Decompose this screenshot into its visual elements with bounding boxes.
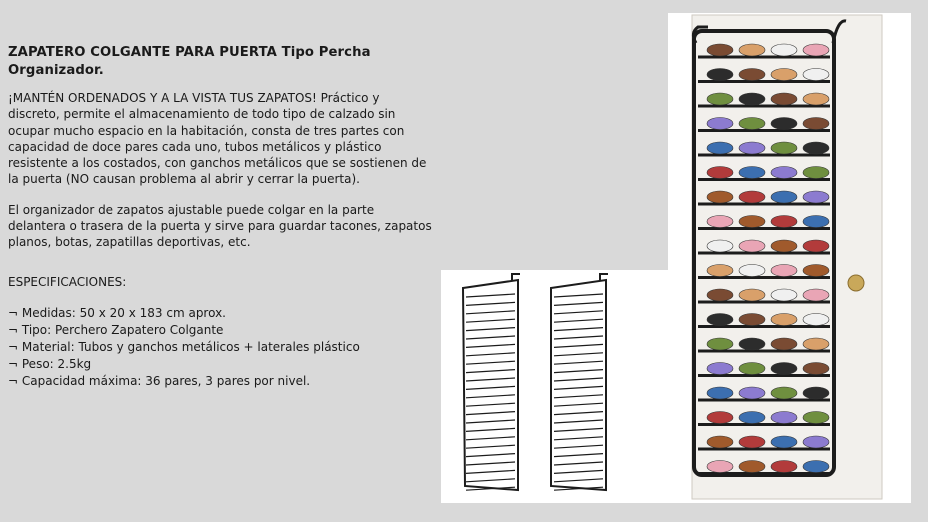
rack-bar (466, 344, 515, 347)
shoe (771, 44, 797, 56)
description-paragraph-1: ¡MANTÉN ORDENADOS Y A LA VISTA TUS ZAPATOS! Práctico y discreto, permite el almacenamiento de todo tipo de calzado sin ocupar mucho espacio en la habitación, consta de tres partes con capacidad de doce pares cada uno, tubos metálicos y plástico resistente a los costados, con ganchos metálicos que se sostienen de la puerta (NO causan problema al abrir y cerrar la puerta). (8, 91, 427, 187)
shoe (739, 118, 765, 130)
rack-bar (554, 437, 603, 440)
rack-bar (466, 462, 515, 465)
rack-bar (466, 395, 515, 398)
shoe (771, 118, 797, 130)
spec-dimensions: ¬ Medidas: 50 x 20 x 183 cm aprox. (8, 305, 433, 322)
rack-bar (466, 311, 515, 314)
rack-bar (466, 445, 515, 448)
rack-bar (554, 336, 603, 339)
rack-bar (554, 378, 603, 381)
shoe (803, 191, 829, 203)
rack-bar (466, 370, 515, 373)
shoe (803, 216, 829, 228)
rack-bar (554, 454, 603, 457)
shoe (707, 314, 733, 326)
rack-bar (466, 403, 515, 406)
shoe (803, 44, 829, 56)
rack-bar (554, 403, 603, 406)
rack-bar (554, 479, 603, 482)
shoe (707, 265, 733, 277)
rack-bar (466, 302, 515, 305)
rack-frame (551, 274, 608, 490)
shoe (739, 167, 765, 179)
shoe (803, 412, 829, 424)
rack-bar (554, 428, 603, 431)
rack-bar (466, 353, 515, 356)
shoe (707, 436, 733, 448)
spec-weight: ¬ Peso: 2.5kg (8, 356, 433, 373)
shoe (803, 118, 829, 130)
rack-bar (466, 470, 515, 473)
shoe (739, 142, 765, 154)
rack-bar (554, 302, 603, 305)
rack-bar (466, 336, 515, 339)
shoe (771, 69, 797, 81)
shoe (803, 363, 829, 375)
rack-bar (554, 353, 603, 356)
shoe (803, 387, 829, 399)
shoe (707, 142, 733, 154)
shoe (771, 314, 797, 326)
product-title: ZAPATERO COLGANTE PARA PUERTA Tipo Percha Organizador. (8, 45, 371, 78)
shoe (771, 436, 797, 448)
shoe (739, 240, 765, 252)
shoe (707, 338, 733, 350)
rack-bar (466, 420, 515, 423)
shoe (771, 461, 797, 473)
shoe (771, 167, 797, 179)
spec-capacity: ¬ Capacidad máxima: 36 pares, 3 pares por nivel. (8, 373, 433, 390)
rack-bar (466, 361, 515, 364)
shoe (771, 191, 797, 203)
shoe (771, 240, 797, 252)
rack-bar (554, 412, 603, 415)
shoe (739, 461, 765, 473)
shoe (771, 289, 797, 301)
shoe (707, 289, 733, 301)
rack-bar (466, 378, 515, 381)
rack-bar (554, 445, 603, 448)
rack-bar (466, 319, 515, 322)
shoe (707, 44, 733, 56)
shoe (803, 142, 829, 154)
shoe (771, 363, 797, 375)
rack-bar (554, 311, 603, 314)
product-description (8, 44, 433, 390)
shoe (803, 461, 829, 473)
spec-type: ¬ Tipo: Perchero Zapatero Colgante (8, 322, 433, 339)
specs-heading: ESPECIFICACIONES: (8, 274, 127, 289)
shoe (739, 191, 765, 203)
rack-bar (554, 420, 603, 423)
door-knob (848, 275, 864, 291)
shoe (771, 216, 797, 228)
shoe (803, 167, 829, 179)
rack-bar (466, 328, 515, 331)
rack-bar (554, 344, 603, 347)
shoe (739, 436, 765, 448)
shoe (707, 118, 733, 130)
shoe (739, 93, 765, 105)
shoe (739, 412, 765, 424)
rack-frame (463, 274, 520, 490)
rack-bar (554, 319, 603, 322)
rack-bar (466, 412, 515, 415)
shoe (803, 289, 829, 301)
shoe (771, 265, 797, 277)
rack-bar (466, 437, 515, 440)
shoe (771, 387, 797, 399)
shoe-rack-door-photo (668, 13, 911, 503)
shoe (803, 314, 829, 326)
rack-bar (466, 294, 515, 297)
shoe (803, 436, 829, 448)
rack-bar (466, 428, 515, 431)
shoe (739, 289, 765, 301)
shoe (739, 387, 765, 399)
shoe (707, 387, 733, 399)
shoe (707, 93, 733, 105)
rack-bar (554, 462, 603, 465)
rack-bar (466, 479, 515, 482)
shoe (707, 363, 733, 375)
shoe (803, 69, 829, 81)
shoe (739, 314, 765, 326)
shoe (739, 265, 765, 277)
spec-material: ¬ Material: Tubos y ganchos metálicos + laterales plástico (8, 339, 433, 356)
empty-rack-frames-photo (441, 270, 669, 503)
rack-bar (466, 386, 515, 389)
door-rack-illustration (668, 13, 911, 503)
rack-bar (554, 328, 603, 331)
rack-bar (554, 370, 603, 373)
shoe (739, 69, 765, 81)
rack-bar (466, 454, 515, 457)
shoe (707, 167, 733, 179)
shoe (803, 93, 829, 105)
shoe (803, 265, 829, 277)
shoe (771, 338, 797, 350)
rack-frames-illustration (441, 270, 669, 503)
shoe (771, 93, 797, 105)
shoe (739, 363, 765, 375)
shoe (803, 338, 829, 350)
rack-bar (554, 386, 603, 389)
shoe (771, 412, 797, 424)
shoe (739, 44, 765, 56)
description-paragraph-2: El organizador de zapatos ajustable puede colgar en la parte delantera o trasera de la puerta y sirve para guardar tacones, zapatos planos, botas, zapatillas deportivas, etc. (8, 202, 432, 250)
shoe (771, 142, 797, 154)
shoe (739, 216, 765, 228)
shoe (739, 338, 765, 350)
rack-bar (554, 361, 603, 364)
specs-list (8, 305, 433, 390)
shoe (707, 216, 733, 228)
shoe (803, 240, 829, 252)
shoe (707, 69, 733, 81)
rack-bar (554, 395, 603, 398)
door (692, 15, 882, 499)
shoe (707, 461, 733, 473)
rack-bar (554, 294, 603, 297)
shoe (707, 240, 733, 252)
shoe (707, 191, 733, 203)
rack-bar (554, 470, 603, 473)
shoe (707, 412, 733, 424)
